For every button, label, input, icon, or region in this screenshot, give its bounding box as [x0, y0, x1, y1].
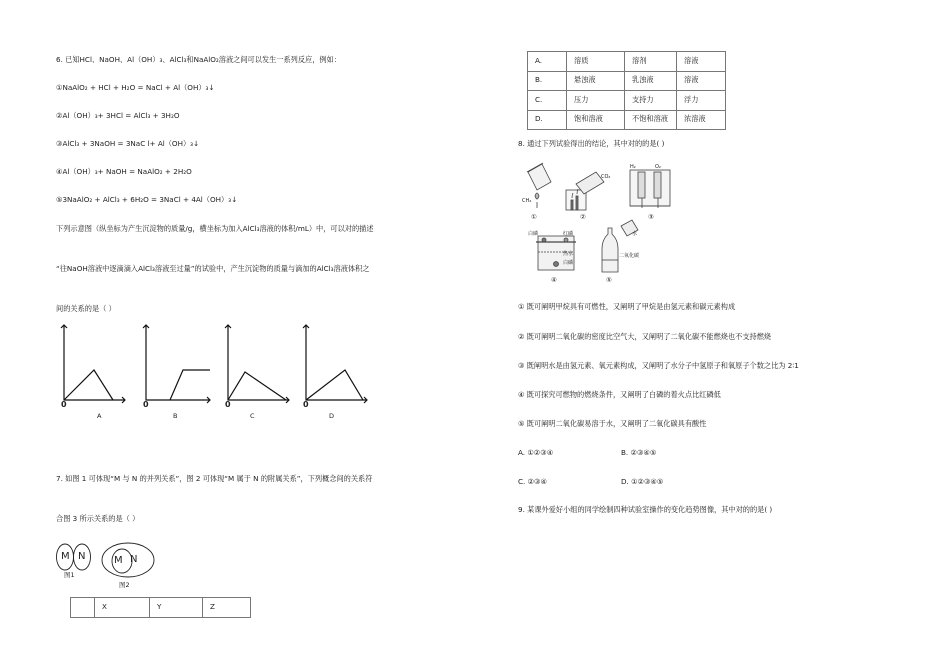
q6-equation-2: ②Al（OH）₃+ 3HCl = AlCl₃ + 3H₂O [56, 111, 180, 120]
q6-description-2: “往NaOH溶液中逐滴滴入AlCl₃溶液至过量”的试验中，产生沉淀物的质量与滴加的AlCl₃溶液体积之 [56, 264, 370, 273]
q7-figure-2-m: M [114, 555, 123, 566]
q6-graph-a [58, 325, 128, 407]
q8-statement-5: ⑤ 既可阐明二氧化碳易溶于水，又阐明了二氧化碳具有酸性 [518, 419, 707, 428]
q6-graph-b-label: B [173, 412, 178, 420]
table-cell: X [95, 598, 150, 618]
q8-label-red-phosphorus: 红磷 [563, 231, 574, 237]
table-cell: 溶液 [677, 71, 726, 91]
q8-answer-d: D. ①②③④⑤ [621, 477, 664, 486]
table-cell: 浓溶液 [677, 110, 726, 130]
q8-label-num-2: ② [580, 213, 586, 221]
q7-figure-2-shapes [100, 541, 156, 579]
table-cell: Y [150, 598, 203, 618]
table-cell [71, 598, 95, 618]
q6-graph-c-origin: 0 [225, 400, 231, 409]
q6-equation-1: ①NaAlO₂ + HCl + H₂O = NaCl + Al（OH）₃↓ [56, 83, 215, 92]
table-cell: 溶剂 [625, 52, 677, 72]
q8-label-white-phosphorus-1: 白磷 [528, 231, 539, 237]
q8-label-num-5: ⑤ [606, 276, 612, 284]
table-row [528, 52, 726, 72]
table-cell: D. [528, 110, 567, 130]
table-cell: 不饱和溶液 [625, 110, 677, 130]
table-row [71, 598, 251, 618]
q9-stem: 9. 某课外爱好小组的同学绘制四种试验室操作的变化趋势图像，其中对的的是( ) [518, 505, 773, 514]
q8-label-co2: CO₂ [601, 174, 611, 180]
table-cell: 浮力 [677, 91, 726, 111]
q7-stem-line-1: 7. 如图 1 可体现“M 与 N 的并列关系”，图 2 可体现“M 属于 N 的附属关系”，下列概念间的关系符 [56, 474, 373, 483]
q8-label-h2: H₂ [630, 164, 636, 170]
q7-figure-2-n: N [130, 554, 138, 565]
q8-statement-2: ② 既可阐明二氧化碳的密度比空气大，又阐明了二氧化碳不能燃烧也不支持燃烧 [518, 332, 772, 341]
q8-answer-b: B. ②③④⑤ [621, 448, 657, 457]
q6-graph-c [222, 325, 292, 407]
q8-label-ch4: CH₄ [522, 198, 532, 204]
table-cell: 溶质 [567, 52, 625, 72]
q6-graph-a-origin: 0 [61, 400, 67, 409]
q8-statement-4: ④ 既可探究可燃物的燃烧条件，又阐明了白磷的着火点比红磷低 [518, 390, 721, 399]
q8-statement-1: ① 既可阐明甲烷具有可燃性，又阐明了甲烷是由氢元素和碳元素构成 [518, 302, 736, 311]
q8-label-num-1: ① [531, 213, 537, 221]
q6-graph-a-label: A [97, 412, 102, 420]
q6-equation-4: ④Al（OH）₃+ NaOH = NaAlO₂ + 2H₂O [56, 167, 192, 176]
q7-table [70, 597, 251, 618]
q6-graph-b-origin: 0 [143, 400, 149, 409]
table-cell: 饱和溶液 [567, 110, 625, 130]
q6-graph-d-origin: 0 [303, 400, 309, 409]
q8-label-white-phosphorus-2: 白磷 [563, 260, 574, 266]
table-row [528, 91, 726, 111]
q7-stem-line-2: 合图 3 所示关系的是（ ） [56, 514, 140, 523]
q8-answer-a: A. ①②③④ [518, 448, 554, 457]
q7-figure-1-m: M [61, 551, 70, 562]
table-cell: 压力 [567, 91, 625, 111]
q7-options-table [527, 51, 726, 130]
table-cell: Z [203, 598, 251, 618]
q8-label-co2-bottle: 二氧化碳 [619, 253, 640, 259]
q8-label-water: 水 [632, 231, 638, 237]
q6-graph-b [140, 325, 214, 407]
table-cell: 乳浊液 [625, 71, 677, 91]
q6-graph-d-label: D [329, 412, 335, 420]
q8-statement-3: ③ 既阐明水是由氢元素、氧元素构成，又阐明了水分子中氢原子和氧原子个数之比为 2∶1 [518, 361, 799, 370]
q7-figure-2-caption: 图2 [119, 581, 130, 589]
q8-stem: 8. 通过下列试验得出的结论，其中对的的是( ) [518, 139, 665, 148]
q6-equation-3: ③AlCl₃ + 3NaOH = 3NaC l+ Al（OH）₃↓ [56, 139, 200, 148]
table-cell: A. [528, 52, 567, 72]
q6-graph-c-label: C [250, 412, 255, 420]
q6-equation-5: ⑤3NaAlO₂ + AlCl₃ + 6H₂O = 3NaCl + 4Al（OH）₃↓ [56, 195, 238, 204]
q8-label-hot-water: 热水 [563, 251, 574, 257]
q8-label-num-4: ④ [551, 276, 557, 284]
table-cell: C. [528, 91, 567, 111]
q8-label-o2: O₂ [655, 164, 661, 170]
table-row [528, 71, 726, 91]
q6-graph-d [300, 325, 370, 407]
q6-description-1: 下列示意图（纵坐标为产生沉淀物的质量/g，横坐标为加入AlCl₃溶液的体积/mL）中，可以对的描述 [56, 224, 374, 233]
table-cell: B. [528, 71, 567, 91]
q7-figure-1-caption: 图1 [64, 571, 75, 579]
q6-description-3: 间的关系的是（ ） [56, 304, 116, 313]
table-cell: 悬浊液 [567, 71, 625, 91]
table-cell: 溶液 [677, 52, 726, 72]
table-cell: 支持力 [625, 91, 677, 111]
q8-answer-c: C. ②③④ [518, 477, 547, 486]
q8-experiment-illustration [518, 160, 678, 288]
table-row [528, 110, 726, 130]
q8-label-num-3: ③ [648, 213, 654, 221]
q7-figure-1-n: N [78, 551, 86, 562]
q6-stem: 6. 已知HCl、NaOH、Al（OH）₃、AlCl₃和NaAlO₂溶液之间可以发生一系列反应，例如： [56, 55, 341, 64]
